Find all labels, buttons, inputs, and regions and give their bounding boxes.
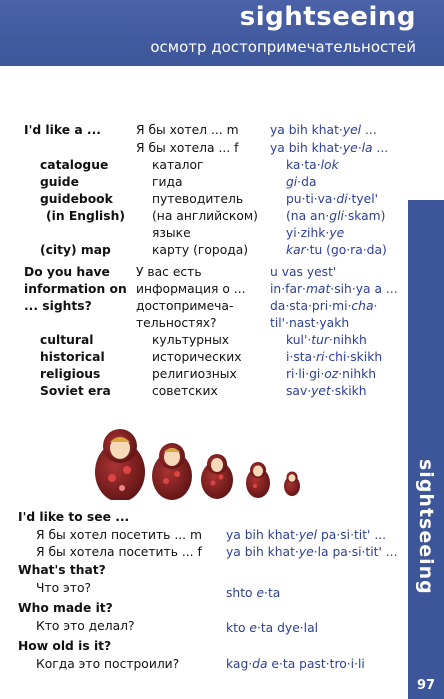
en-text: (in English) xyxy=(46,209,125,223)
tr-text: kag·da e·ta past·tro·i·li xyxy=(226,657,365,671)
tr-text: yi·zihk·ye xyxy=(286,226,345,240)
tr-text: da·sta·pri·mi·cha· xyxy=(270,299,378,313)
tr-text: gi·da xyxy=(286,175,317,189)
ru-text: карту (города) xyxy=(152,243,249,257)
en-text: Soviet era xyxy=(40,384,111,398)
en-text: I'd like a ... xyxy=(24,123,101,137)
ru-text: Я бы хотел посетить ... m xyxy=(36,528,202,542)
en-text: guide xyxy=(40,175,79,189)
ru-text: Я бы хотела ... f xyxy=(136,141,239,155)
ru-text: Что это? xyxy=(36,581,91,595)
page-number: 97 xyxy=(416,678,436,693)
matryoshka-dolls-illustration xyxy=(0,410,400,500)
section-subtitle: осмотр достопримечательностей xyxy=(150,38,416,56)
ru-text: Я бы хотела посетить ... f xyxy=(36,545,202,559)
tr-text: u vas yest' xyxy=(270,265,337,279)
tr-text: kul'·tur·nihkh xyxy=(286,333,367,347)
tr-text: pu·ti·va·di·tyel' xyxy=(286,192,378,206)
en-text: religious xyxy=(40,367,101,381)
ru-text: информация о ... xyxy=(136,282,246,296)
ru-text: (на английском) xyxy=(152,209,258,223)
ru-text: языке xyxy=(152,226,191,240)
ru-text: тельностях? xyxy=(136,316,217,330)
ru-text: достопримеча- xyxy=(136,299,234,313)
en-text: Do you have xyxy=(24,265,110,279)
ru-text: каталог xyxy=(152,158,204,172)
ru-text: религиозных xyxy=(152,367,237,381)
tr-text: (na an·gli·skam) xyxy=(286,209,386,223)
section-title: sightseeing xyxy=(239,2,416,32)
ru-text: Кто это делал? xyxy=(36,619,135,633)
tr-text: ka·ta·lok xyxy=(286,158,339,172)
tr-text: til'·nast·yakh xyxy=(270,316,350,330)
en-text: (city) map xyxy=(40,243,111,257)
en-text: cultural xyxy=(40,333,94,347)
en-text: historical xyxy=(40,350,105,364)
tr-text: ya bih khat·ye·la ... xyxy=(270,141,389,155)
page-header xyxy=(0,0,444,66)
en-text: guidebook xyxy=(40,192,113,206)
tr-text: kar·tu (go·ra·da) xyxy=(286,243,387,257)
ru-text: гида xyxy=(152,175,183,189)
ru-text: Когда это построили? xyxy=(36,657,180,671)
tr-text: ri·li·gi·oz·nihkh xyxy=(286,367,377,381)
tr-text: ya bih khat·yel ... xyxy=(270,123,377,137)
en-text: information on xyxy=(24,282,127,296)
doll-2 xyxy=(152,443,192,500)
ru-text: Я бы хотел ... m xyxy=(136,123,239,137)
tr-text: kto e·ta dye·lal xyxy=(226,621,319,635)
ru-text: советских xyxy=(152,384,218,398)
tr-text: ya bih khat·yel pa·si·tit' ... xyxy=(226,528,387,542)
en-text: I'd like to see ... xyxy=(18,510,130,524)
en-text: What's that? xyxy=(18,563,106,577)
side-tab xyxy=(408,200,444,699)
ru-text: культурных xyxy=(152,333,230,347)
tr-text: i·sta·ri·chi·skikh xyxy=(286,350,383,364)
en-text: ... sights? xyxy=(24,299,92,313)
doll-1 xyxy=(95,429,145,500)
doll-4 xyxy=(246,462,270,498)
doll-3 xyxy=(201,454,233,499)
en-text: catalogue xyxy=(40,158,109,172)
side-tab-label: sightseeing xyxy=(415,459,437,595)
en-text: Who made it? xyxy=(18,601,113,615)
tr-text: in·far·mat·sih·ya a ... xyxy=(270,282,398,296)
ru-text: исторических xyxy=(152,350,242,364)
en-text: How old is it? xyxy=(18,639,112,653)
ru-text: путеводитель xyxy=(152,192,244,206)
tr-text: shto e·ta xyxy=(226,586,281,600)
tr-text: sav·yet·skikh xyxy=(286,384,367,398)
doll-5 xyxy=(284,472,300,497)
ru-text: У вас есть xyxy=(136,265,202,279)
tr-text: ya bih khat·ye·la pa·si·tit' ... xyxy=(226,545,398,559)
